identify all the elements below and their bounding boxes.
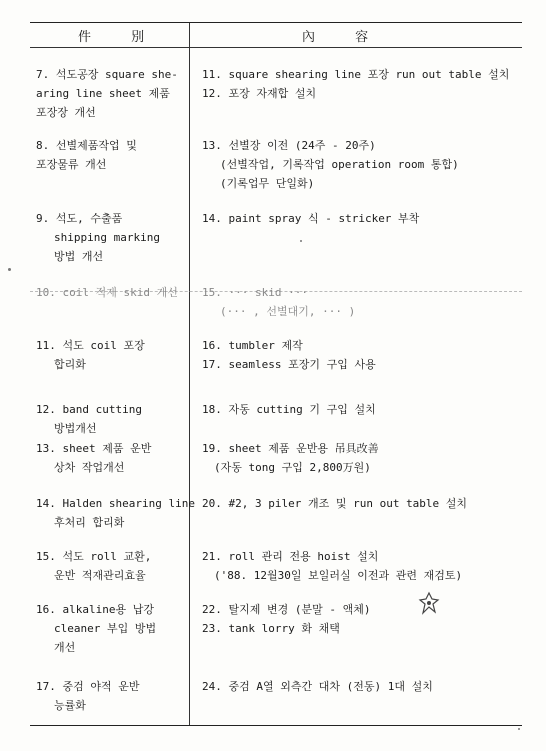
item-line: 7. 석도공장 square she-	[36, 68, 178, 81]
content-cell	[202, 400, 522, 419]
item-cell	[36, 336, 186, 374]
content-line: (··· , 선별대기, ··· )	[220, 305, 356, 318]
item-line: 11. 석도 coil 포장	[36, 339, 145, 352]
content-cell	[202, 65, 522, 103]
content-cell	[202, 439, 522, 477]
item-line: 9. 석도, 수출품	[36, 212, 123, 225]
item-line: 능률화	[54, 699, 86, 712]
content-line: 20. #2, 3 piler 개조 및 run out table 설치	[202, 497, 468, 510]
column-divider	[189, 23, 190, 725]
item-cell	[36, 209, 186, 266]
content-line: 22. 탈지제 변경 (분말 - 액체)	[202, 603, 371, 616]
item-cell	[36, 283, 186, 302]
content-line: 18. 자동 cutting 기 구입 설치	[202, 403, 376, 416]
content-cell	[202, 136, 522, 193]
item-cell	[36, 439, 186, 477]
item-line: 운반 적재관리효율	[54, 569, 146, 582]
content-line: 23. tank lorry 화 채택	[202, 622, 340, 635]
item-cell	[36, 600, 186, 657]
item-line: 후처리 합리화	[54, 516, 125, 529]
item-line: 14. Halden shearing line	[36, 497, 195, 510]
item-line: 방법개선	[54, 422, 97, 435]
content-cell	[202, 547, 522, 585]
content-line: 24. 중검 A열 외측간 대차 (전동) 1대 설치	[202, 680, 433, 693]
item-line: aring line sheet 제품	[36, 87, 170, 100]
content-cell	[202, 336, 522, 374]
item-line: 포장장 개선	[36, 106, 96, 119]
content-line: 21. roll 관리 전용 hoist 설치	[202, 550, 379, 563]
content-line: 14. paint spray 식 - stricker 부착	[202, 212, 420, 225]
content-cell	[202, 677, 522, 696]
improvement-table	[30, 22, 522, 726]
content-line: 13. 선별장 이전 (24주 - 20주)	[202, 139, 376, 152]
item-cell	[36, 400, 186, 438]
content-line: 12. 포장 자재합 설치	[202, 87, 317, 100]
item-line: 12. band cutting	[36, 403, 142, 416]
content-cell	[202, 209, 522, 228]
content-line: 15. ··· skid ···	[202, 286, 308, 299]
content-line: 17. seamless 포장기 구입 사용	[202, 358, 376, 371]
content-line: (기록업무 단일화)	[220, 177, 315, 190]
item-line: 개선	[54, 641, 76, 654]
header-item-column: 件 別	[78, 30, 163, 45]
item-line: 10. coil 적재 skid 개선	[36, 286, 178, 299]
item-line: 포장물류 개선	[36, 158, 107, 171]
item-line: 16. alkaline용 납강	[36, 603, 154, 616]
item-cell	[36, 677, 186, 715]
header-divider	[30, 47, 522, 48]
content-cell	[202, 283, 522, 321]
content-line: 11. square shearing line 포장 run out table 설치	[202, 68, 510, 81]
content-cell	[202, 600, 522, 638]
paper-speck	[518, 728, 520, 730]
item-cell	[36, 136, 186, 174]
item-line: 15. 석도 roll 교환,	[36, 550, 152, 563]
item-line: 방법 개선	[54, 250, 104, 263]
content-line: 19. sheet 제품 운반용 吊具改善	[202, 442, 379, 455]
ink-blot-mark	[418, 591, 440, 617]
item-line: 8. 선별제품작업 및	[36, 139, 137, 152]
item-cell	[36, 494, 195, 532]
item-cell	[36, 65, 186, 122]
content-line: (자동 tong 구입 2,800万원)	[214, 461, 371, 474]
item-cell	[36, 547, 186, 585]
content-line: 16. tumbler 제작	[202, 339, 303, 352]
item-line: 17. 중검 야적 운반	[36, 680, 140, 693]
content-line: (선별작업, 기록작업 operation room 통합)	[220, 158, 459, 171]
item-line: shipping marking	[54, 231, 160, 244]
item-line: 합리화	[54, 358, 86, 371]
item-line: 13. sheet 제품 운반	[36, 442, 152, 455]
content-line: ('88. 12월30일 보일러실 이전과 관련 재검토)	[214, 569, 463, 582]
content-cell	[202, 494, 522, 513]
header-content-column: 內 容	[302, 30, 387, 45]
paper-speck	[8, 268, 11, 271]
paper-speck	[300, 240, 302, 242]
item-line: cleaner 부입 방법	[54, 622, 157, 635]
item-line: 상차 작업개선	[54, 461, 125, 474]
